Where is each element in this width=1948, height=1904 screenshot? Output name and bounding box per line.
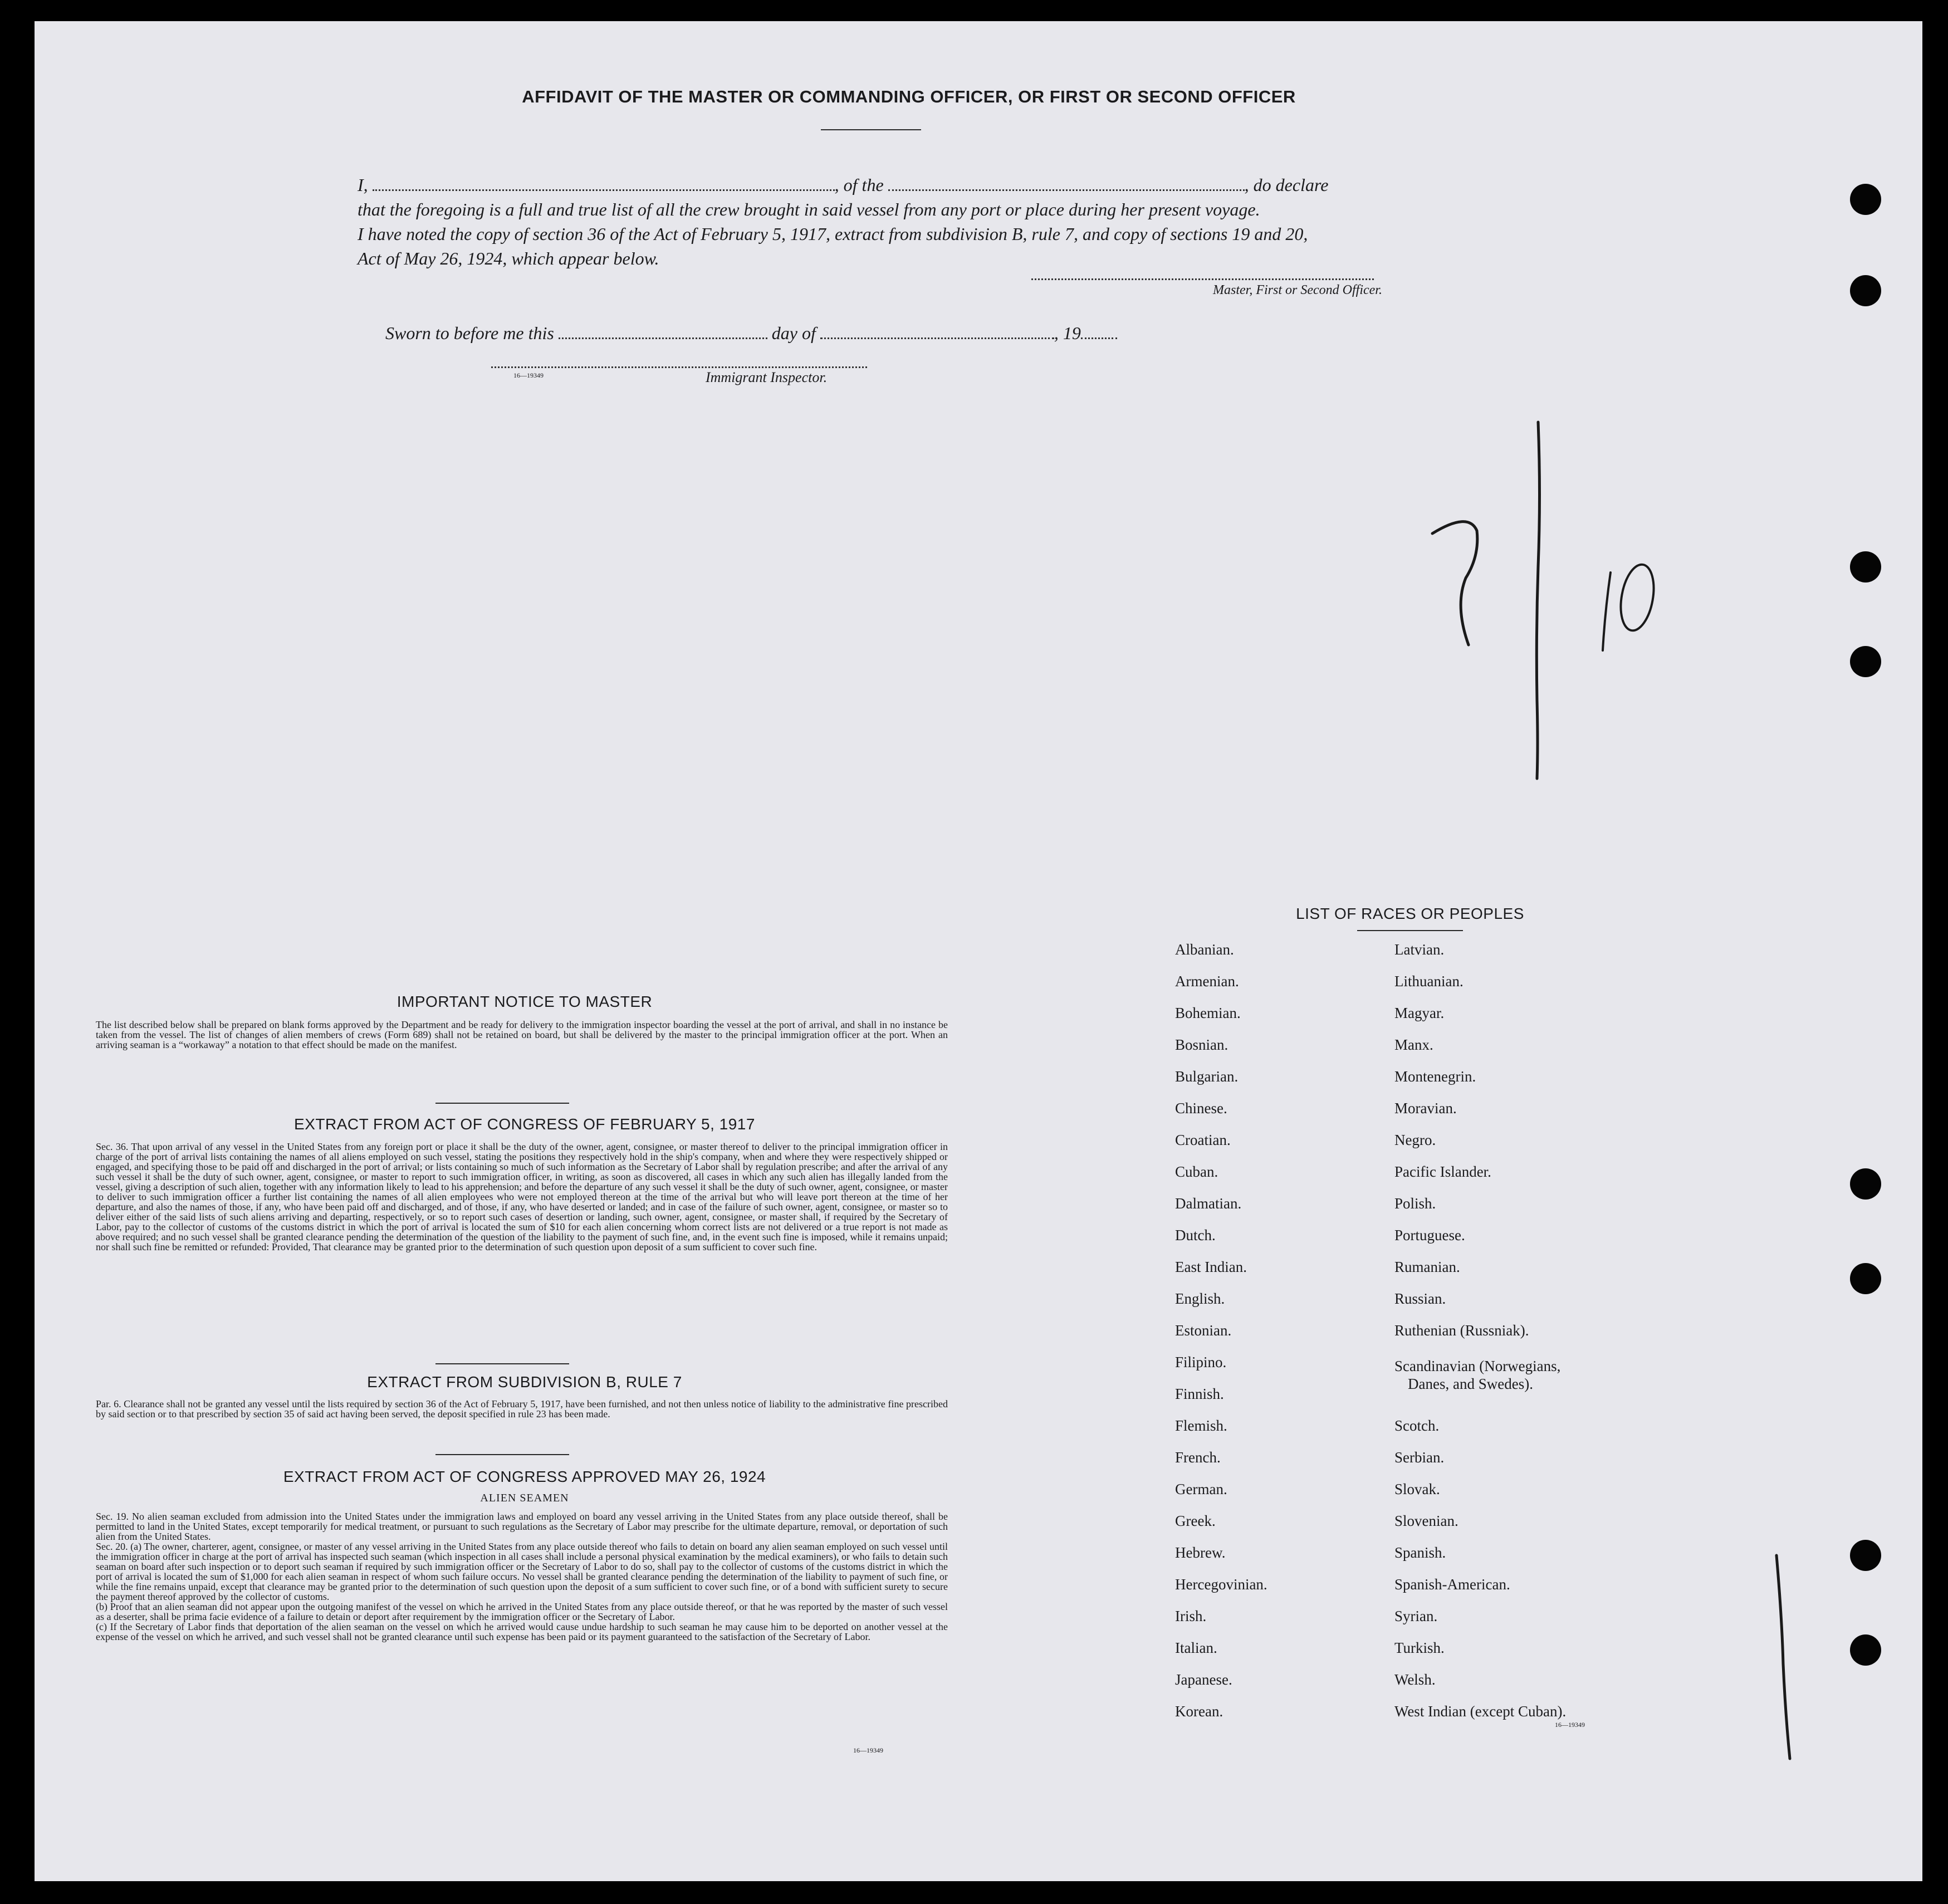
sworn-year-blank [1081, 327, 1117, 339]
race-item: Spanish. [1394, 1544, 1446, 1561]
punch-hole [1850, 551, 1881, 583]
section-divider [1357, 930, 1463, 931]
declarant-prefix: I, [358, 175, 368, 195]
race-item: Croatian. [1175, 1132, 1231, 1148]
race-item: Flemish. [1175, 1417, 1227, 1434]
race-item: Turkish. [1394, 1639, 1445, 1656]
notice-text: The list described below shall be prepared on blank forms approved by the Department and be ready for delivery to the immigration inspector boarding the vessel at the port of arrival, and shall in no instance be taken from the vessel. The list of changes of alien members of crews (Form 689) shall not be retained on board, but shall be delivered by the master to the principal immigration officer at the port. When an arriving seaman is a “workaway” a notation to that effect should be made on the manifest. [96, 1019, 948, 1050]
race-item: Russian. [1394, 1290, 1446, 1307]
affidavit-line-3: I have noted the copy of section 36 of the Act of February 5, 1917, extract from subdivision B, rule 7, and copy of sections 19 and 20, [358, 224, 1308, 244]
subdivision-b-text: Par. 6. Clearance shall not be granted any vessel until the lists required by section 36 of the Act of February 5, 1917, have been furnished, and not then unless notice of liability to the administrative fine prescribed by said section or to that prescribed by section 35 of said act having been served, the deposit specified in rule 23 has been made. [96, 1398, 948, 1420]
affidavit-body [358, 173, 1449, 271]
sworn-line [385, 323, 1117, 344]
act-1924-paragraph: Sec. 19. No alien seaman excluded from admission into the United States under the immigration laws and employed on board any vessel arriving in the United States from any place outside thereof, shall be permitted to land in the United States, except temporarily for medical treatment, or pursuant to such regulations as the Secretary of Labor may prescribe for the ultimate departure, removal, or deportation of such alien from the United States. [96, 1511, 948, 1542]
inspector-label: Immigrant Inspector. [706, 369, 828, 385]
year-label: , 19 [1054, 323, 1081, 343]
race-item: Ruthenian (Russniak). [1394, 1322, 1529, 1339]
race-item: Serbian. [1394, 1449, 1445, 1466]
act-1924-paragraph: (b) Proof that an alien seaman did not appear upon the outgoing manifest of the vessel on which he arrived in the United States from any place outside thereof, or that he was reported by the master of such vessel as a deserter, shall be prima facie evidence of a failure to detain or deport after requirement by the immigration officer or the Secretary of Labor. [96, 1601, 948, 1622]
act-1917-title: EXTRACT FROM ACT OF CONGRESS OF FEBRUARY 5, 1917 [294, 1115, 755, 1133]
act-1924-title: EXTRACT FROM ACT OF CONGRESS APPROVED MAY 26, 1924 [283, 1468, 766, 1485]
race-item-continuation: Danes, and Swedes). [1408, 1376, 1533, 1392]
race-item: English. [1175, 1290, 1225, 1307]
race-item: Magyar. [1394, 1005, 1445, 1021]
act-1924-paragraph: Sec. 20. (a) The owner, charterer, agent, consignee, or master of any vessel arriving in the United States from any place outside thereof who fails to detain on board any alien seaman employed on such vessel until the immigration officer in charge at the port of arrival has inspected such seaman (which inspection in all cases shall include a personal physical examination by the medical examiners), or who fails to detain such seaman on board after such inspection or to deport such seaman if required by such immigration officer or the Secretary of Labor to do so, shall pay to the collector of customs of the customs district in which the port of arrival is located the sum of $1,000 for each alien seaman in respect of whom such failure occurs. No vessel shall be granted clearance pending the determination of the liability to payment of such fine, or while the fine remains unpaid, except that clearance may be granted prior to the determination of such question upon the deposit of a sum sufficient to cover such fine, or of a bond with sufficient surety to secure the payment thereof approved by the collector of customs. [96, 1541, 948, 1602]
race-item: Armenian. [1175, 973, 1239, 990]
section-divider [435, 1103, 569, 1104]
race-item: Portuguese. [1394, 1227, 1465, 1244]
race-item: Filipino. [1175, 1354, 1227, 1371]
race-item: Dutch. [1175, 1227, 1216, 1244]
form-number: 16—19349 [853, 1746, 883, 1754]
section-divider [435, 1363, 569, 1364]
punch-hole [1850, 1634, 1881, 1666]
handwritten-zero [1616, 562, 1658, 633]
races-title: LIST OF RACES OR PEOPLES [1296, 905, 1524, 922]
race-item: Korean. [1175, 1703, 1223, 1720]
section-divider [435, 1454, 569, 1455]
vessel-name-blank [888, 179, 1245, 191]
race-item: Japanese. [1175, 1671, 1232, 1688]
master-signature-line [1031, 278, 1374, 280]
master-signature-label: Master, First or Second Officer. [1213, 283, 1382, 297]
affidavit-line-2: that the foregoing is a full and true list of all the crew brought in said vessel from any port or place during her present voyage. [358, 199, 1260, 219]
punch-hole [1850, 184, 1881, 215]
form-number: 16—19349 [513, 371, 544, 379]
race-item: Pacific Islander. [1394, 1163, 1491, 1180]
handwritten-slash [1536, 422, 1539, 779]
race-item: Manx. [1394, 1036, 1433, 1053]
sworn-month-blank [820, 327, 1054, 339]
race-item: Italian. [1175, 1639, 1217, 1656]
notice-title: IMPORTANT NOTICE TO MASTER [397, 993, 653, 1010]
sworn-label: Sworn to before me this [385, 323, 554, 343]
affidavit-line-1 [358, 173, 1449, 197]
race-item: Syrian. [1394, 1608, 1438, 1624]
race-item: Montenegrin. [1394, 1068, 1476, 1085]
affidavit-title: AFFIDAVIT OF THE MASTER OR COMMANDING OFFICER, OR FIRST OR SECOND OFFICER [522, 87, 1296, 106]
handwritten-one [1603, 572, 1611, 650]
race-item: Latvian. [1394, 941, 1445, 958]
punch-hole [1850, 1168, 1881, 1200]
race-item: West Indian (except Cuban). [1394, 1703, 1567, 1720]
day-of-label: day of [771, 323, 816, 343]
race-item: Chinese. [1175, 1100, 1227, 1117]
race-item: German. [1175, 1481, 1227, 1497]
race-item: Slovak. [1394, 1481, 1440, 1497]
race-item: East Indian. [1175, 1259, 1247, 1275]
race-item: Bosnian. [1175, 1036, 1228, 1053]
sworn-day-blank [559, 327, 767, 339]
handwritten-seven [1432, 522, 1477, 645]
punch-hole [1850, 275, 1881, 306]
title-divider [821, 129, 921, 130]
act-1917-text: Sec. 36. That upon arrival of any vessel in the United States from any foreign port or place it shall be the duty of the owner, agent, consignee, or master thereof to deliver to the principal immigration officer in charge of the port of arrival lists containing the names of all aliens employed on such vessel, stating the positions they respectively hold in the ship's company, when and where they were respectively shipped or engaged, and specifying those to be paid off and discharged in the port of arrival; or lists containing so much of such information as the Secretary of Labor shall by regulation prescribe; and after the arrival of any such vessel it shall be the duty of such owner, agent, consignee, or master to report to such immigration officer, in writing, as soon as discovered, all cases in which any such alien has illegally landed from the vessel, giving a description of such alien, together with any information likely to lead to his apprehension; and before the departure of any such vessel it shall be the duty of such owner, agent, consignee, or master to deliver to such immigration officer a further list containing the names of all alien employees who were not employed thereon at the time of the arrival but who will leave port thereon at the time of her departure, and also the names of those, if any, who have been paid off and discharged, and of those, if any, who have deserted or landed; and in case of the failure of such owner, agent, consignee, or master so to deliver either of the said lists of such aliens arriving and departing, respectively, or so to report such cases of desertion or landing, such owner, agent, consignee, or master shall, if required by the Secretary of Labor, pay to the collector of customs of the customs district in which the port of arrival is located the sum of $10 for each alien concerning whom correct lists are not delivered or a true report is not made as above required; and no such vessel shall be granted clearance pending the determination of the question of the liability to the payment of such fine, and, in the event such fine is imposed, while it remains unpaid; nor shall such fine be remitted or refunded: Provided, That clearance may be granted prior to the determination of such question upon deposit of a sum sufficient to cover such fine. [96, 1141, 948, 1252]
race-item: Dalmatian. [1175, 1195, 1242, 1212]
inspector-signature-line [491, 366, 867, 368]
race-item: Spanish-American. [1394, 1576, 1510, 1593]
race-item: Cuban. [1175, 1163, 1218, 1180]
punch-hole [1850, 646, 1881, 677]
affidavit-line-4: Act of May 26, 1924, which appear below. [358, 248, 659, 268]
handwritten-annotation [1371, 411, 1705, 856]
race-item: Lithuanian. [1394, 973, 1464, 990]
race-item: Estonian. [1175, 1322, 1232, 1339]
punch-hole [1850, 1263, 1881, 1294]
race-item: Greek. [1175, 1513, 1216, 1529]
act-1924-text [96, 1511, 948, 1642]
race-item: Bohemian. [1175, 1005, 1241, 1021]
race-item: Scandinavian (Norwegians, [1394, 1358, 1561, 1374]
race-item: Hebrew. [1175, 1544, 1226, 1561]
race-item: Hercegovinian. [1175, 1576, 1267, 1593]
manifest-page [35, 21, 1922, 1881]
alien-seamen-subtitle: ALIEN SEAMEN [480, 1492, 569, 1504]
race-item: Slovenian. [1394, 1513, 1458, 1529]
of-the-label: , of the [834, 175, 884, 195]
race-item: Finnish. [1175, 1386, 1224, 1402]
race-item: Bulgarian. [1175, 1068, 1239, 1085]
declarant-name-blank [373, 179, 835, 191]
act-1924-paragraph: (c) If the Secretary of Labor finds that deportation of the alien seaman on the vessel on which he arrived would cause undue hardship to such seaman he may cause him to be deported on another vessel at the expense of the vessel on which he arrived, and such vessel shall not be granted clearance until such expense has been paid or its payment guaranteed to the satisfaction of the Secretary of Labor. [96, 1621, 948, 1642]
handwritten-mark [1761, 1553, 1805, 1764]
race-item: Moravian. [1394, 1100, 1457, 1117]
declare-label: , do declare [1244, 175, 1329, 195]
race-item: Irish. [1175, 1608, 1207, 1624]
race-item: Polish. [1394, 1195, 1436, 1212]
race-item: Scotch. [1394, 1417, 1440, 1434]
punch-hole [1850, 1540, 1881, 1571]
race-item: Rumanian. [1394, 1259, 1460, 1275]
form-number: 16—19349 [1555, 1721, 1585, 1729]
race-item: Albanian. [1175, 941, 1234, 958]
race-item: French. [1175, 1449, 1221, 1466]
race-item: Welsh. [1394, 1671, 1436, 1688]
subdivision-b-title: EXTRACT FROM SUBDIVISION B, RULE 7 [367, 1373, 682, 1391]
race-item: Negro. [1394, 1132, 1436, 1148]
